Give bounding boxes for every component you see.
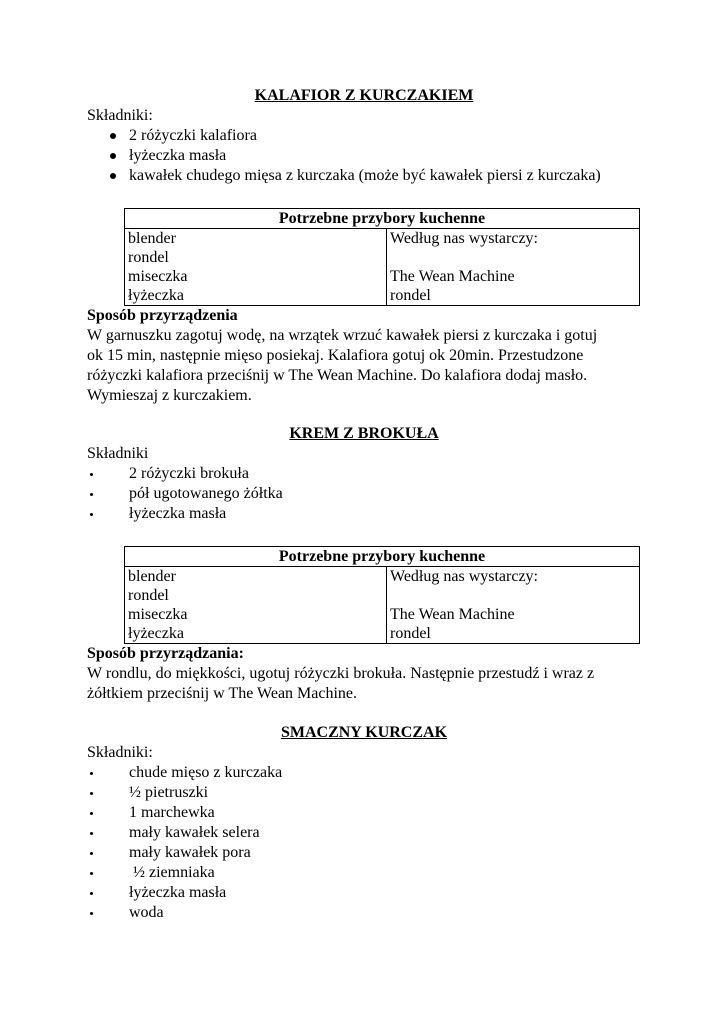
- tools-left-cell: blender rondel miseczka łyżeczka: [125, 229, 387, 306]
- method-text: W garnuszku zagotuj wodę, na wrzątek wrzuć kawałek piersi z kurczaka i gotuj ok 15 min, następnie mięso posiekaj. Kalafiora gotuj ok 20min. Przestudzone różyczki kalafiora przeciśnij w The Wean Machine. Do kalafiora dodaj masło. Wymieszaj z kurczakiem.: [87, 327, 598, 404]
- bullet-icon: [90, 832, 93, 835]
- list-item: ½ pietruszki: [87, 783, 641, 803]
- bullet-icon: [90, 473, 93, 476]
- recipe-title: KREM Z BROKUŁA: [289, 425, 439, 442]
- bullet-icon: [90, 852, 93, 855]
- tools-table: [124, 546, 640, 644]
- tools-left-cell: blender rondel miseczka łyżeczka: [125, 567, 387, 644]
- list-item: mały kawałek pora: [87, 843, 641, 863]
- bullet-icon: [90, 912, 93, 915]
- method-heading: Sposób przyrządzania:: [87, 645, 244, 662]
- list-item: łyżeczka masła: [87, 883, 641, 903]
- tools-right-cell: Według nas wystarczy: The Wean Machine rondel: [387, 229, 640, 306]
- ingredients-list: [87, 126, 641, 186]
- ingredients-list: [87, 763, 641, 923]
- tools-table-header: Potrzebne przybory kuchenne: [125, 209, 640, 229]
- list-item: woda: [87, 903, 641, 923]
- list-item: 2 różyczki brokuła: [87, 464, 641, 484]
- ingredients-label: Składniki:: [87, 744, 153, 761]
- bullet-icon: [90, 812, 93, 815]
- bullet-icon: [90, 792, 93, 795]
- tools-table: [124, 208, 640, 306]
- ingredients-label: Składniki:: [87, 107, 153, 124]
- tools-table-header: Potrzebne przybory kuchenne: [125, 547, 640, 567]
- method-text: W rondlu, do miękkości, ugotuj różyczki brokuła. Następnie przestudź i wraz z żółtkiem przeciśnij w The Wean Machine.: [87, 665, 595, 702]
- bullet-icon: [90, 872, 93, 875]
- list-item: łyżeczka masła: [87, 504, 641, 524]
- bullet-icon: [90, 513, 93, 516]
- document-page: [87, 86, 641, 923]
- bullet-icon: [90, 892, 93, 895]
- ingredients-label: Składniki: [87, 445, 149, 462]
- list-item: kawałek chudego mięsa z kurczaka (może być kawałek piersi z kurczaka): [87, 166, 641, 186]
- tools-right-cell: Według nas wystarczy: The Wean Machine rondel: [387, 567, 640, 644]
- bullet-icon: [110, 153, 116, 159]
- list-item: 2 różyczki kalafiora: [87, 126, 641, 146]
- list-item: 1 marchewka: [87, 803, 641, 823]
- method-heading: Sposób przyrządzenia: [87, 307, 238, 324]
- ingredients-list: [87, 464, 641, 524]
- bullet-icon: [90, 772, 93, 775]
- list-item: ½ ziemniaka: [87, 863, 641, 883]
- bullet-icon: [110, 133, 116, 139]
- list-item: chude mięso z kurczaka: [87, 763, 641, 783]
- bullet-icon: [90, 493, 93, 496]
- list-item: mały kawałek selera: [87, 823, 641, 843]
- list-item: pół ugotowanego żółtka: [87, 484, 641, 504]
- list-item: łyżeczka masła: [87, 146, 641, 166]
- bullet-icon: [110, 173, 116, 179]
- recipe-title: KALAFIOR Z KURCZAKIEM: [254, 87, 474, 104]
- recipe-title: SMACZNY KURCZAK: [280, 724, 448, 741]
